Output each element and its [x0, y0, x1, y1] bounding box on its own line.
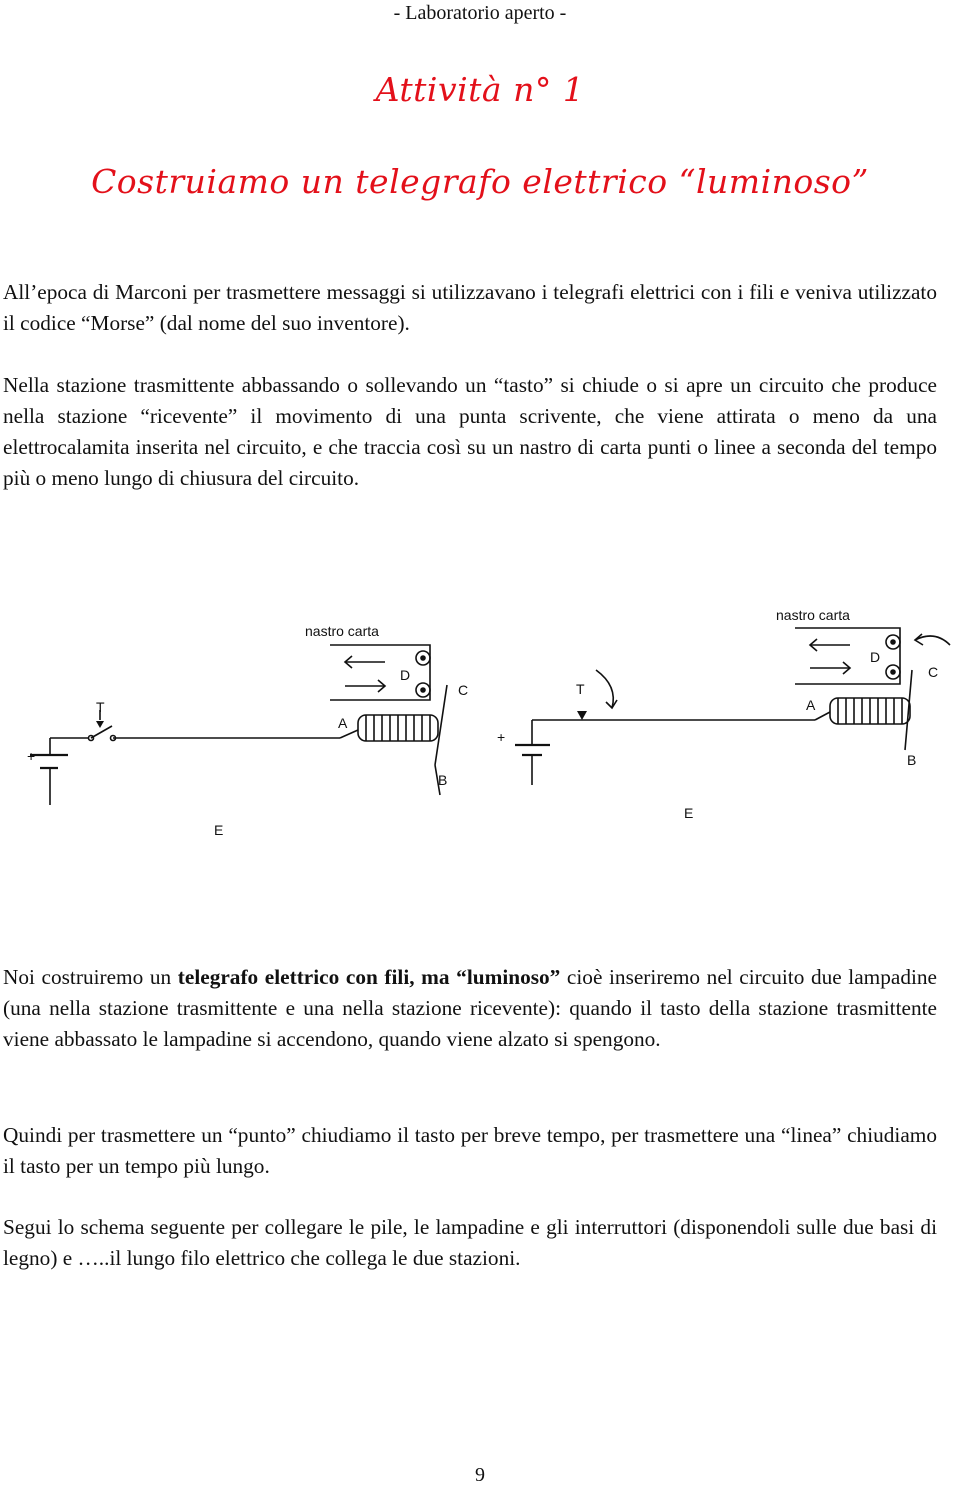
left-pivot-label: B [438, 772, 448, 788]
paragraph-p3-start: Noi costruiremo un [3, 965, 178, 989]
paragraph-dot-line: Quindi per trasmettere un “punto” chiudiamo il tasto per breve tempo, per trasmettere una “linea” chiudiamo il tasto per un tempo più lungo. [3, 1123, 937, 1178]
paragraph-intro: All’epoca di Marconi per trasmettere messaggi si utilizzavano i telegrafi elettrici con i fili e veniva utilizzato il codice “Morse” (dal nome del suo inventore). [3, 280, 937, 335]
activity-title: Attività n° 1 [375, 70, 585, 109]
right-plus-label: + [497, 729, 506, 745]
left-key-label: T [96, 699, 105, 715]
page-header: - Laboratorio aperto - [393, 2, 567, 24]
right-magnet-label: A [806, 697, 816, 713]
paragraph-luminous-telegraph [3, 962, 937, 1055]
right-circuit [515, 628, 950, 785]
right-earth-label: E [684, 805, 694, 821]
right-key-label: T [576, 681, 585, 697]
paragraph-transmitter: Nella stazione trasmittente abbassando o sollevando un “tasto” si chiude o si apre un circuito che produce nella stazione “ricevente” il movimento di una punta scrivente, che viene attirata o meno da una elettrocalamita inserita nel circuito, e che traccia così su un nastro di carta punti o linee a seconda del tempo più o meno lungo di chiusura del circuito. [3, 373, 937, 490]
paragraph-schema: Segui lo schema seguente per collegare le pile, le lampadine e gli interruttori (disponendoli sulle due basi di legno) e …..il lungo filo elettrico che collega le due stazioni. [3, 1215, 937, 1270]
activity-subtitle: Costruiamo un telegrafo elettrico “luminoso” [91, 162, 869, 201]
left-magnet-label: A [338, 715, 348, 731]
paragraph-p3-bold: telegrafo elettrico con fili, ma “luminoso” [177, 965, 561, 989]
page-number: 9 [475, 1464, 485, 1486]
right-pointer-label: C [928, 664, 939, 680]
paragraph-p3-end: cioè inseriremo nel circuito due lampadine (una nella stazione trasmittente e una nella stazione ricevente): quando il tasto della stazione trasmittente viene abbassato le lampadine si accendono, quando viene alzato si spengono. [3, 965, 937, 1051]
right-pivot-label: B [907, 752, 917, 768]
left-circuit [30, 645, 447, 805]
left-earth-label: E [214, 822, 224, 838]
left-pointer-label: C [458, 682, 469, 698]
left-plus-label: + [27, 748, 36, 764]
telegraph-diagram [0, 590, 960, 860]
right-drum-label: D [870, 649, 881, 665]
right-tape-label: nastro carta [776, 607, 850, 623]
left-drum-label: D [400, 667, 411, 683]
left-tape-label: nastro carta [305, 623, 379, 639]
